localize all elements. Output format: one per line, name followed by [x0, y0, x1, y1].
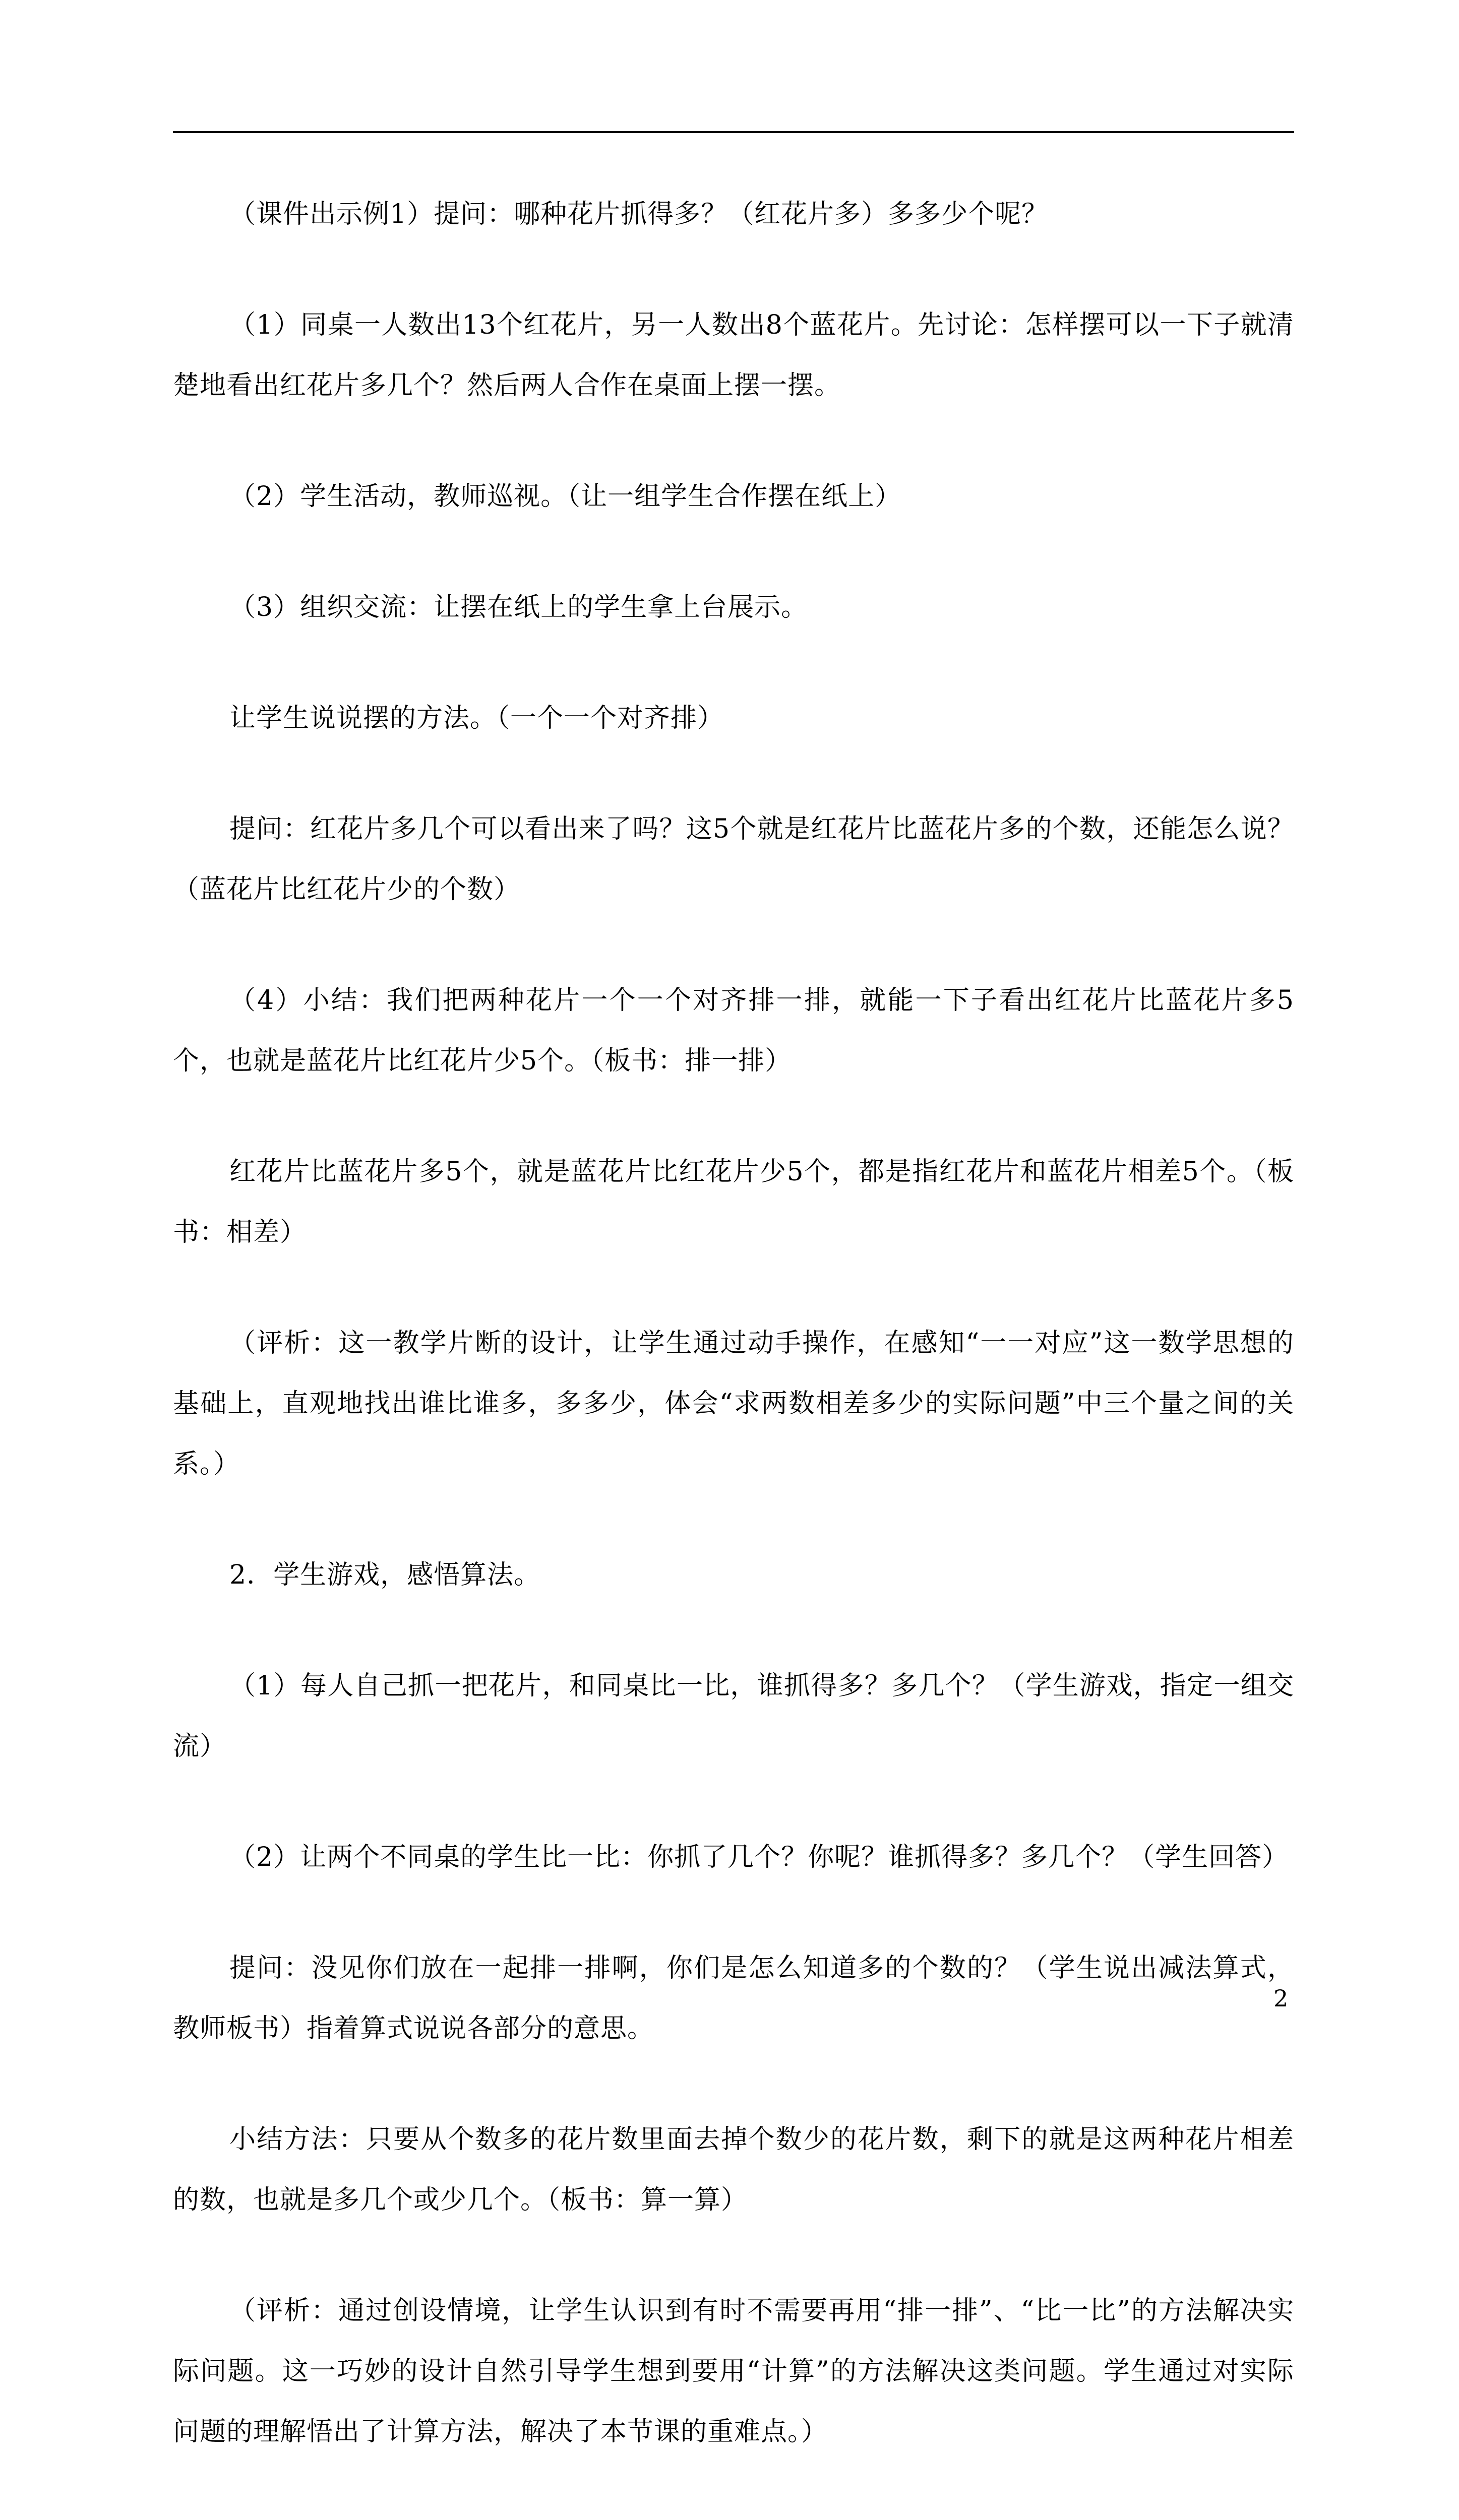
paragraph: （4）小结：我们把两种花片一个一个对齐排一排，就能一下子看出红花片比蓝花片多5个，也就是蓝花片比红花片少5个。（板书：排一排）	[173, 985, 1294, 1076]
paragraph: 红花片比蓝花片多5个，就是蓝花片比红花片少5个，都是指红花片和蓝花片相差5个。（板书：相差）	[173, 1157, 1294, 1247]
paragraph: 小结方法：只要从个数多的花片数里面去掉个数少的花片数，剩下的就是这两种花片相差的数，也就是多几个或少几个。（板书：算一算）	[173, 2124, 1294, 2215]
paragraph: （1）每人自己抓一把花片，和同桌比一比，谁抓得多？多几个？（学生游戏，指定一组交流）	[173, 1671, 1294, 1761]
header-rule	[173, 131, 1294, 133]
paragraph: 让学生说说摆的方法。（一个一个对齐排）	[229, 703, 724, 733]
paragraph: 提问：没见你们放在一起排一排啊，你们是怎么知道多的个数的？（学生说出减法算式，教师板书）指着算式说说各部分的意思。	[173, 1953, 1294, 2044]
page-number: 2	[1273, 1985, 1289, 2012]
paragraph: （2）让两个不同桌的学生比一比：你抓了几个？你呢？谁抓得多？多几个？（学生回答）	[229, 1842, 1289, 1872]
paragraph: 提问：红花片多几个可以看出来了吗？这5个就是红花片比蓝花片多的个数，还能怎么说？（蓝花片比红花片少的个数）	[173, 814, 1294, 905]
paragraph: （2）学生活动，教师巡视。（让一组学生合作摆在纸上）	[229, 481, 902, 512]
paragraph: （3）组织交流：让摆在纸上的学生拿上台展示。	[229, 592, 808, 622]
paragraph: （评析：这一教学片断的设计，让学生通过动手操作，在感知“一一对应”这一数学思想的基础上，直观地找出谁比谁多，多多少，体会“求两数相差多少的实际问题”中三个量之间的关系。）	[173, 1328, 1294, 1479]
document-body	[173, 184, 1294, 2520]
paragraph: 2．学生游戏，感悟算法。	[229, 1560, 541, 1590]
paragraph: （1）同桌一人数出13个红花片，另一人数出8个蓝花片。先讨论：怎样摆可以一下子就清楚地看出红花片多几个？然后两人合作在桌面上摆一摆。	[173, 310, 1294, 401]
paragraph: （评析：通过创设情境，让学生认识到有时不需要再用“排一排”、“比一比”的方法解决实际问题。这一巧妙的设计自然引导学生想到要用“计算”的方法解决这类问题。学生通过对实际问题的理解悟出了计算方法，解决了本节课的重难点。）	[173, 2296, 1294, 2447]
paragraph	[173, 2512, 1294, 2520]
paragraph: （课件出示例1）提问：哪种花片抓得多？（红花片多）多多少个呢？	[229, 199, 1049, 229]
